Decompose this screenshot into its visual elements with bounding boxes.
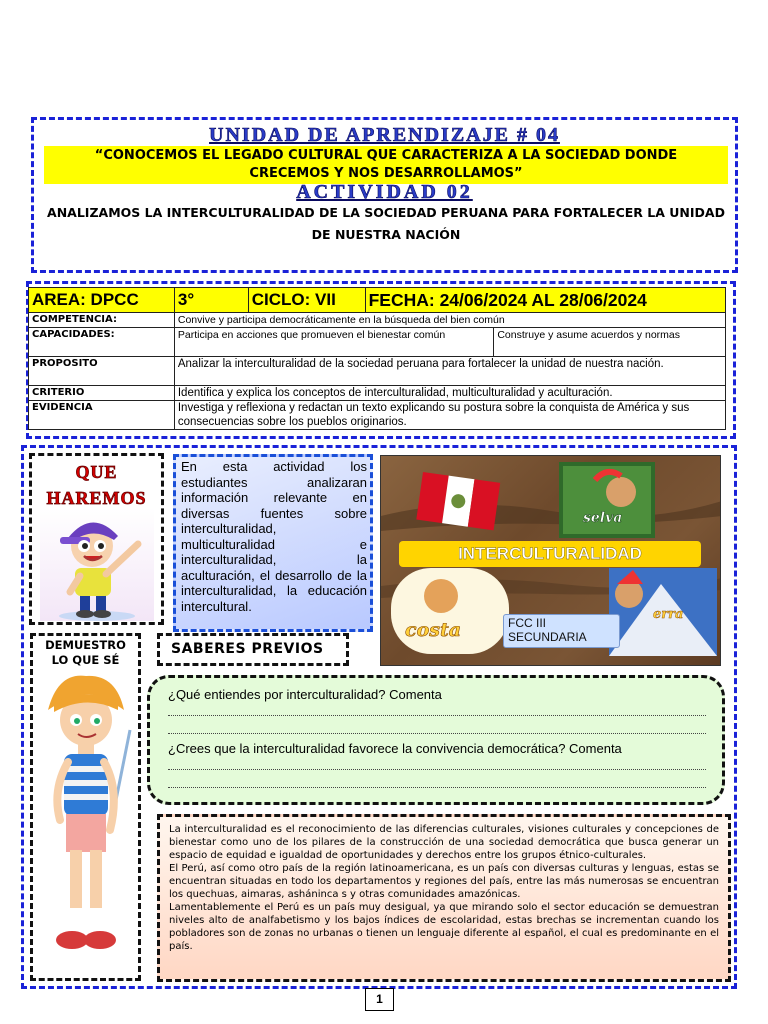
- demuestro-line2: LO QUE SÉ: [51, 653, 120, 667]
- que-haremos-text: En esta actividad los estudiantes analizaran información relevante en diversas fuentes sobre interculturalidad, multiculturalidad e interculturalidad, la aculturación, el desarrollo de la interculturalidad, la educación intercultural.: [181, 459, 367, 614]
- header-frame: [31, 117, 738, 273]
- capacidad-2: Construye y asume acuerdos y normas: [494, 328, 726, 357]
- que-haremos-line2: HAREMOS: [46, 488, 147, 508]
- competencia-value: Convive y participa democráticamente en la búsqueda del bien común: [174, 313, 725, 328]
- question-2: ¿Crees que la interculturalidad favorece la convivencia democrática? Comenta: [168, 741, 622, 756]
- reading-paragraph-2: El Perú, así como otro país de la región latinoamericana, es un país con diversas culturas y lenguas, estas se encuentran situadas en todo los departamentos y regiones del país, entre las más numerosas se encuentran los quechuas, aimaras, asháninca s y otras comunidades amazónicas.: [169, 863, 719, 900]
- cycle-cell: CICLO: VII: [248, 288, 365, 313]
- selva-label: selva: [583, 510, 623, 526]
- reading-paragraph-3: Lamentablemente el Perú es un país muy desigual, ya que mirando solo el sector educación se demuestran niveles alto de analfabetismo y los bajos índices de escolaridad, estas brechas se incrementan cuando los pobladores son de zonas no urbanas o tienen un lenguaje diferente al español, el cual es predominante en el país.: [169, 902, 719, 952]
- answer-line-1a[interactable]: [168, 715, 706, 716]
- answer-line-2a[interactable]: [168, 769, 706, 770]
- que-haremos-title: [33, 459, 160, 511]
- interculturalidad-banner-text: INTERCULTURALIDAD: [458, 544, 642, 563]
- unit-subtitle: “CONOCEMOS EL LEGADO CULTURAL QUE CARACTERIZA A LA SOCIEDAD DONDE CRECEMOS Y NOS DESARROLLAMOS”: [94, 148, 678, 181]
- evidencia-label: EVIDENCIA: [29, 401, 175, 430]
- table-row: [29, 357, 726, 386]
- capacidades-label: CAPACIDADES:: [29, 328, 175, 357]
- table-row: [29, 328, 726, 357]
- evidencia-value: Investiga y reflexiona y redactan un texto explicando su postura sobre la conquista de América y sus consecuencias sobre los pueblos originarios.: [174, 401, 725, 430]
- activity-title: ACTIVIDAD 02: [296, 181, 473, 203]
- table-row: [29, 401, 726, 430]
- competencia-label: COMPETENCIA:: [29, 313, 175, 328]
- course-caption-line2: SECUNDARIA: [508, 630, 587, 644]
- demuestro-title: [34, 638, 137, 668]
- table-row: [29, 386, 726, 401]
- criterio-value: Identifica y explica los conceptos de interculturalidad, multiculturalidad y aculturación.: [174, 386, 725, 401]
- capacidad-1: Participa en acciones que promueven el bienestar común: [174, 328, 493, 357]
- area-cell: AREA: DPCC: [29, 288, 175, 313]
- proposito-value: Analizar la interculturalidad de la sociedad peruana para fortalecer la unidad de nuestra nación.: [174, 357, 725, 386]
- saberes-previos-title: SABERES PREVIOS: [157, 633, 349, 666]
- question-1: ¿Qué entiendes por interculturalidad? Comenta: [168, 687, 442, 702]
- table-header-row: [29, 288, 726, 313]
- interculturalidad-image: [380, 455, 721, 666]
- info-table: [28, 287, 726, 430]
- proposito-label: PROPOSITO: [29, 357, 175, 386]
- demuestro-line1: DEMUESTRO: [45, 638, 126, 652]
- criterio-label: CRITERIO: [29, 386, 175, 401]
- course-caption: [508, 616, 587, 644]
- answer-line-2b[interactable]: [168, 787, 706, 788]
- sierra-label: erra: [653, 607, 684, 622]
- date-cell: FECHA: 24/06/2024 AL 28/06/2024: [365, 288, 725, 313]
- answer-line-1b[interactable]: [168, 733, 706, 734]
- activity-description: ANALIZAMOS LA INTERCULTURALIDAD DE LA SOCIEDAD PERUANA PARA FORTALECER LA UNIDAD DE NUESTRA NACIÓN: [47, 205, 725, 242]
- page-number: 1: [365, 988, 394, 1011]
- que-haremos-line1: QUE: [75, 462, 118, 482]
- costa-label: costa: [405, 619, 462, 641]
- pointing-boy-illustration: [40, 508, 154, 621]
- grade-cell: 3°: [174, 288, 248, 313]
- table-row: [29, 313, 726, 328]
- unit-title: UNIDAD DE APRENDIZAJE # 04: [209, 124, 560, 146]
- boy-with-pointer-illustration: [38, 670, 134, 966]
- reading-paragraph-1: La interculturalidad es el reconocimiento de las diferencias culturales, visiones culturales y concepciones de bienestar como uno de los pilares de la construcción de una sociedad democrática que busca generar un espacio de equidad e igualdad de oportunidades y derechos entre los grupos étnico-culturales.: [169, 824, 719, 861]
- reading-text: [169, 823, 719, 953]
- course-caption-line1: FCC III: [508, 616, 546, 630]
